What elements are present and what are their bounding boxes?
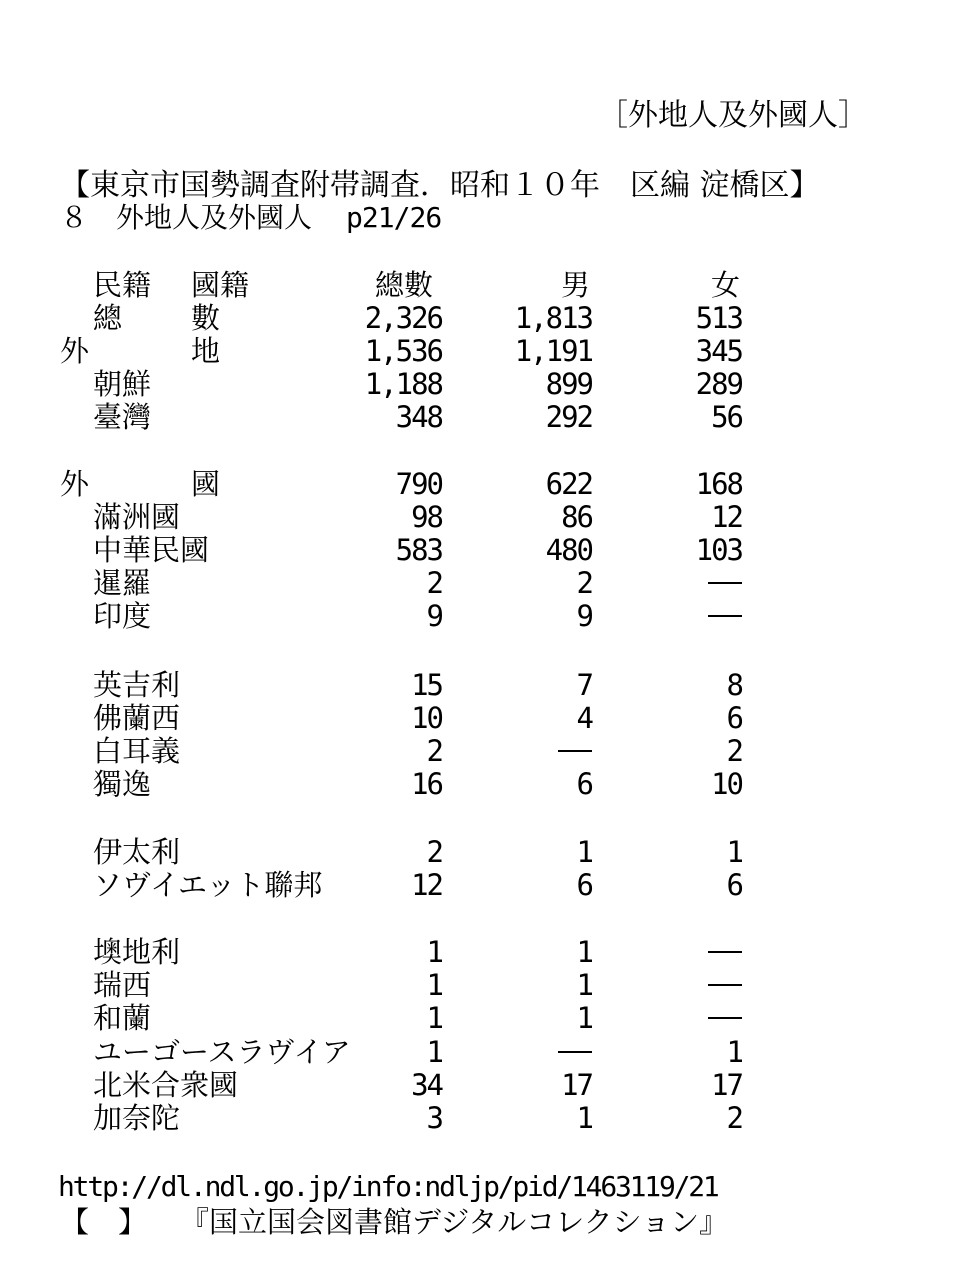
cell-female: 1 <box>726 835 742 869</box>
cell-male: 86 <box>561 500 592 534</box>
cell-male: 899 <box>545 367 592 401</box>
cell-total: 1 <box>426 1035 442 1069</box>
dash-mark <box>708 615 742 617</box>
row-label: 滿洲國 <box>93 500 181 534</box>
subtitle-text: 外地人及外國人 <box>116 201 313 234</box>
cell-male: 4 <box>576 701 592 735</box>
cell-total: 790 <box>395 467 442 501</box>
cell-male: 6 <box>576 767 592 801</box>
table-row <box>0 968 954 1002</box>
cell-male: 6 <box>576 868 592 902</box>
cell-total: 348 <box>395 400 442 434</box>
cell-female <box>600 935 742 969</box>
cell-total: 2 <box>426 734 442 768</box>
row-label: 佛蘭西 <box>93 701 181 735</box>
cell-female: 17 <box>711 1068 742 1102</box>
cell-male: 17 <box>561 1068 592 1102</box>
subtitle-number: ８ <box>60 201 89 234</box>
row-label: 國 <box>191 467 221 501</box>
document-title: 【東京市国勢調査附帯調査．昭和１０年 区編 淀橋区】 <box>60 168 820 203</box>
cell-total: 10 <box>411 701 442 735</box>
cell-female: 56 <box>711 400 742 434</box>
cell-female <box>600 1001 742 1035</box>
dash-mark <box>708 582 742 584</box>
row-label: ソヴイエット聯邦 <box>93 868 323 902</box>
row-label: 地 <box>191 334 221 368</box>
table-row <box>0 533 954 567</box>
column-header-total: 總數 <box>375 268 434 302</box>
table-header-row <box>0 268 954 302</box>
cell-male: 480 <box>545 533 592 567</box>
cell-female: 6 <box>726 868 742 902</box>
table-row <box>0 467 954 501</box>
row-label: 印度 <box>93 599 152 633</box>
table-row <box>0 367 954 401</box>
cell-total: 2,326 <box>364 301 442 335</box>
cell-total: 2 <box>426 566 442 600</box>
cell-total: 1 <box>426 968 442 1002</box>
cell-total: 12 <box>411 868 442 902</box>
column-header-minseki: 民籍 <box>93 268 152 302</box>
cell-female: 6 <box>726 701 742 735</box>
credit-text: 『国立国会図書館デジタルコレクション』 <box>180 1205 729 1239</box>
cell-female: 1 <box>726 1035 742 1069</box>
row-label: ユーゴースラヴイア <box>93 1035 351 1069</box>
table-row <box>0 767 954 801</box>
table-row <box>0 334 954 368</box>
table-row <box>0 566 954 600</box>
dash-mark <box>558 750 592 752</box>
table-row <box>0 935 954 969</box>
cell-female: 168 <box>695 467 742 501</box>
subtitle-page: p21/26 <box>346 201 442 234</box>
cell-total: 583 <box>395 533 442 567</box>
dash-mark <box>708 1017 742 1019</box>
table-row <box>0 1101 954 1135</box>
source-url[interactable]: http://dl.ndl.go.jp/info:ndljp/pid/1463119/21 <box>58 1170 718 1203</box>
table-row <box>0 1001 954 1035</box>
row-label: 伊太利 <box>93 835 181 869</box>
cell-male: 2 <box>576 566 592 600</box>
table-row <box>0 1035 954 1069</box>
cell-female: 103 <box>695 533 742 567</box>
row-label: 數 <box>191 301 221 335</box>
row-label: 臺灣 <box>93 400 152 434</box>
row-label: 暹羅 <box>93 566 152 600</box>
table-row <box>0 301 954 335</box>
cell-female: 2 <box>726 1101 742 1135</box>
cell-female <box>600 599 742 633</box>
cell-male <box>450 1035 592 1069</box>
row-label: 中華民國 <box>93 533 210 567</box>
cell-male: 9 <box>576 599 592 633</box>
table-row <box>0 835 954 869</box>
cell-total: 16 <box>411 767 442 801</box>
table-row <box>0 868 954 902</box>
cell-female: 513 <box>695 301 742 335</box>
row-label: 和蘭 <box>93 1001 152 1035</box>
cell-male: 1 <box>576 968 592 1002</box>
row-label: 白耳義 <box>93 734 181 768</box>
cell-female <box>600 566 742 600</box>
cell-female: 10 <box>711 767 742 801</box>
cell-male: 1,191 <box>514 334 592 368</box>
category-label: ［外地人及外國人］ <box>598 98 868 133</box>
row-label: 外 <box>60 467 90 501</box>
table-row <box>0 599 954 633</box>
table-row <box>0 668 954 702</box>
dash-mark <box>708 951 742 953</box>
cell-total: 34 <box>411 1068 442 1102</box>
cell-female: 289 <box>695 367 742 401</box>
cell-female: 2 <box>726 734 742 768</box>
row-label: 英吉利 <box>93 668 181 702</box>
row-label: 加奈陀 <box>93 1101 181 1135</box>
cell-male: 1,813 <box>514 301 592 335</box>
column-header-male: 男 <box>561 268 591 302</box>
cell-total: 1,536 <box>364 334 442 368</box>
column-header-kokuseki: 國籍 <box>191 268 250 302</box>
table-row <box>0 701 954 735</box>
row-label: 獨逸 <box>93 767 152 801</box>
cell-total: 1,188 <box>364 367 442 401</box>
source-credit <box>60 1204 728 1240</box>
cell-male: 1 <box>576 835 592 869</box>
row-label: 墺地利 <box>93 935 181 969</box>
cell-female: 345 <box>695 334 742 368</box>
row-label: 外 <box>60 334 90 368</box>
cell-male: 7 <box>576 668 592 702</box>
table-row <box>0 734 954 768</box>
table-row <box>0 500 954 534</box>
table-row <box>0 1068 954 1102</box>
cell-total: 1 <box>426 935 442 969</box>
cell-total: 2 <box>426 835 442 869</box>
dash-mark <box>558 1051 592 1053</box>
cell-male: 292 <box>545 400 592 434</box>
row-label: 北米合衆國 <box>93 1068 239 1102</box>
cell-male: 1 <box>576 1001 592 1035</box>
cell-male: 1 <box>576 935 592 969</box>
cell-total: 98 <box>411 500 442 534</box>
row-label: 瑞西 <box>93 968 152 1002</box>
cell-male: 622 <box>545 467 592 501</box>
credit-brackets: 【 】 <box>60 1205 148 1239</box>
cell-female: 12 <box>711 500 742 534</box>
row-label: 總 <box>93 301 123 335</box>
column-header-female: 女 <box>711 268 741 302</box>
table-row <box>0 400 954 434</box>
cell-female: 8 <box>726 668 742 702</box>
cell-total: 1 <box>426 1001 442 1035</box>
dash-mark <box>708 984 742 986</box>
cell-female <box>600 968 742 1002</box>
cell-male: 1 <box>576 1101 592 1135</box>
cell-total: 3 <box>426 1101 442 1135</box>
cell-total: 15 <box>411 668 442 702</box>
cell-total: 9 <box>426 599 442 633</box>
cell-male <box>450 734 592 768</box>
row-label: 朝鮮 <box>93 367 152 401</box>
